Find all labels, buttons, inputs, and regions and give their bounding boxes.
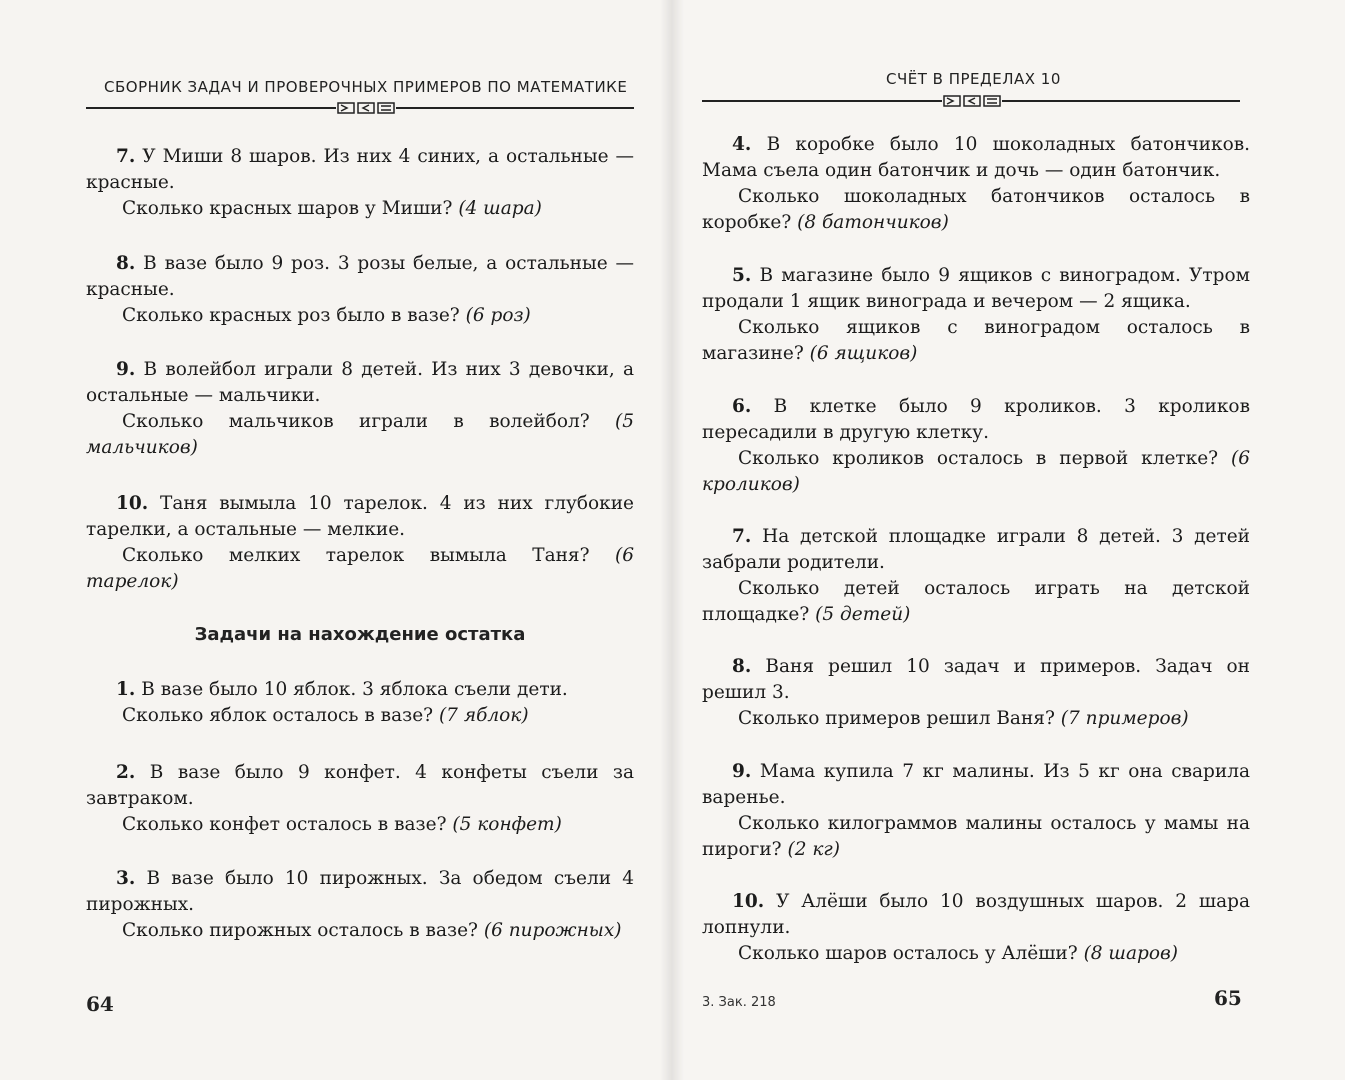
right-page <box>672 0 1345 1080</box>
task-left-9: 9. В волейбол играли 8 детей. Из них 3 девочки, а остальные — мальчики. Сколько мальчиков играли в волейбол? (5 мальчиков) <box>86 359 634 458</box>
task-left-7: 7. У Миши 8 шаров. Из них 4 синих, а остальные — красные. Сколько красных шаров у Миши? (4 шара) <box>86 146 634 219</box>
page-number-left: 64 <box>86 992 114 1016</box>
task-right-9: 9. Мама купила 7 кг малины. Из 5 кг она сварила варенье. Сколько килограммов малины осталось у мамы на пироги? (2 кг) <box>702 761 1250 860</box>
task-left-8: 8. В вазе было 9 роз. 3 розы белые, а остальные — красные. Сколько красных роз было в вазе? (6 роз) <box>86 253 634 326</box>
task-section-3: 3. В вазе было 10 пирожных. За обедом съели 4 пирожных. Сколько пирожных осталось в вазе? (6 пирожных) <box>86 868 634 941</box>
book-gutter <box>660 0 684 1080</box>
task-section-1: 1. В вазе было 10 яблок. 3 яблока съели дети. Сколько яблок осталось в вазе? (7 яблок) <box>116 679 568 726</box>
task-right-10: 10. У Алёши было 10 воздушных шаров. 2 шара лопнули. Сколько шаров осталось у Алёши? (8 шаров) <box>702 891 1250 964</box>
header-ornament-icon <box>942 94 1002 108</box>
task-right-7: 7. На детской площадке играли 8 детей. 3 детей забрали родители. Сколько детей осталось играть на детской площадке? (5 детей) <box>702 526 1250 625</box>
task-left-10: 10. Таня вымыла 10 тарелок. 4 из них глубокие тарелки, а остальные — мелкие. Сколько мелких тарелок вымыла Таня? (6 тарелок) <box>86 493 634 592</box>
section-title: Задачи на нахождение остатка <box>194 624 526 645</box>
header-ornament-icon <box>336 101 396 115</box>
task-right-8: 8. Ваня решил 10 задач и примеров. Задач он решил 3. Сколько примеров решил Ваня? (7 примеров) <box>702 656 1250 729</box>
page-number-right: 65 <box>1214 986 1242 1010</box>
right-running-head: СЧЁТ В ПРЕДЕЛАХ 10 <box>886 70 1061 88</box>
task-section-2: 2. В вазе было 9 конфет. 4 конфеты съели за завтраком. Сколько конфет осталось в вазе? (5 конфет) <box>86 762 634 835</box>
left-running-head: СБОРНИК ЗАДАЧ И ПРОВЕРОЧНЫХ ПРИМЕРОВ ПО МАТЕМАТИКЕ <box>104 78 628 96</box>
task-right-6: 6. В клетке было 9 кроликов. 3 кроликов пересадили в другую клетку. Сколько кроликов осталось в первой клетке? (6 кроликов) <box>702 396 1250 495</box>
task-right-4: 4. В коробке было 10 шоколадных батончиков. Мама съела один батончик и дочь — один батончик. Сколько шоколадных батончиков осталось в коробке? (8 батончиков) <box>702 134 1251 233</box>
task-right-5: 5. В магазине было 9 ящиков с виноградом. Утром продали 1 ящик винограда и вечером — 2 ящика. Сколько ящиков с виноградом осталось в магазине? (6 ящиков) <box>702 265 1250 364</box>
left-page <box>0 0 672 1080</box>
order-number: 3. Зак. 218 <box>702 995 776 1010</box>
